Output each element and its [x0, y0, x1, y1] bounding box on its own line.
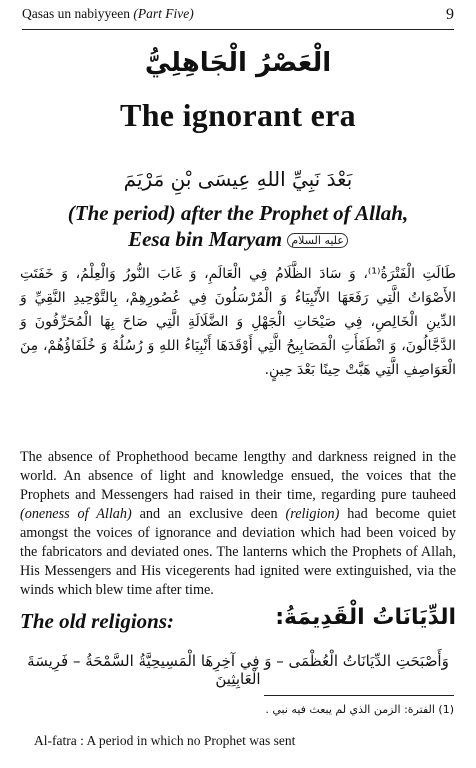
- english-paragraph-italic-2: (religion): [285, 506, 340, 522]
- arabic-paragraph: طَالَتِ الْفَتْرَةُ⁽¹⁾، وَ سَادَ الظَّلَامُ فِي الْعَالَمِ، وَ غَابَ النُّورُ وَالْعِلْمُ، وَ خَفَتَتِ الأَصْوَاتُ الَّتِي رَفَعَهَا الأَنْبِيَاءُ وَ الْمُرْسَلُونَ فِي عُصُورِهِمْ، بِالتَّوْحِيدِ النَّقِيِّ وَ الدِّينِ الْخَالِصِ، فِي صَيْحَاتِ الْجَهْلِ وَ الضَّلَالَةِ الَّتِي صَاحَ بِهَا الْمُحَرِّفُونَ وَ الدَّجَّالُونَ، وَ انْطَفَأَتِ الْمَصَابِيحُ الَّتِي أَوْقَدَهَا أَنْبِيَاءُ اللهِ وَ رُسُلُهُ وَ خُلَفَاؤُهُمْ، مِنَ الْعَوَاصِفِ الَّتِي هَبَّتْ حِينًا بَعْدَ حِينٍ.: [20, 266, 456, 378]
- page-number: 9: [446, 6, 454, 23]
- english-subtitle-line1: (The period) after the Prophet of Allah,: [67, 201, 409, 225]
- english-paragraph-text-3: had become quiet amongst the voices of ignorance and deviation which had been voiced by the fabricators and deviated ones. The lanterns which the Prophets of Allah, His Messengers and His vicegerents had ignited were extinguished, via the winds which blew time after time.: [20, 506, 457, 598]
- header-divider: [22, 29, 454, 30]
- english-subtitle-line2-wrap: [20, 226, 456, 254]
- arabic-chapter-title: الْعَصْرُ الْجَاهِلِيُّ: [144, 48, 332, 78]
- arabic-subtitle: بَعْدَ نَبِيِّ اللهِ عِيسَى بْنِ مَرْيَمَ: [123, 167, 353, 191]
- english-paragraph-text-1: The absence of Prophethood became lengthy and darkness reigned in the world. An absence of light and knowledge ensued, the voices that the Prophets and Messengers had raised in their time, regarding pure tauheed: [20, 449, 456, 503]
- section-heading: [20, 605, 456, 637]
- footnote-divider: [264, 695, 454, 696]
- section-heading-english: The old religions:: [20, 609, 175, 633]
- english-paragraph: [20, 448, 456, 600]
- header-title: [22, 6, 194, 22]
- honorific-symbol: عليه السلام: [287, 233, 348, 248]
- footnote-english: Al-fatra : A period in which no Prophet was sent: [34, 733, 296, 748]
- english-chapter-title: The ignorant era: [120, 97, 356, 133]
- english-paragraph-italic-1: (oneness of Allah): [20, 506, 132, 522]
- running-header: [22, 6, 454, 28]
- footnote-arabic: (1) الفترة: الزمن الذي لم يبعث فيه نبي .: [265, 703, 454, 716]
- english-paragraph-text-2: and an exclusive deen: [131, 506, 286, 522]
- book-title: Qasas un nabiyyeen: [22, 6, 130, 21]
- english-subtitle-line2: Eesa bin Maryam: [128, 227, 283, 251]
- english-subtitle: [20, 200, 456, 254]
- part-label: (Part Five): [133, 6, 194, 21]
- arabic-closing-line: وَأَصْبَحَتِ الدِّيَانَاتُ الْعُظْمَى – وَ فِي آخِرِهَا الْمَسِيحِيَّةُ السَّمْحَةُ – فَرِيسَةَ الْعَابِثِينَ: [27, 652, 449, 688]
- section-heading-arabic: الدِّيَانَاتُ الْقَدِيمَةُ:: [275, 605, 456, 630]
